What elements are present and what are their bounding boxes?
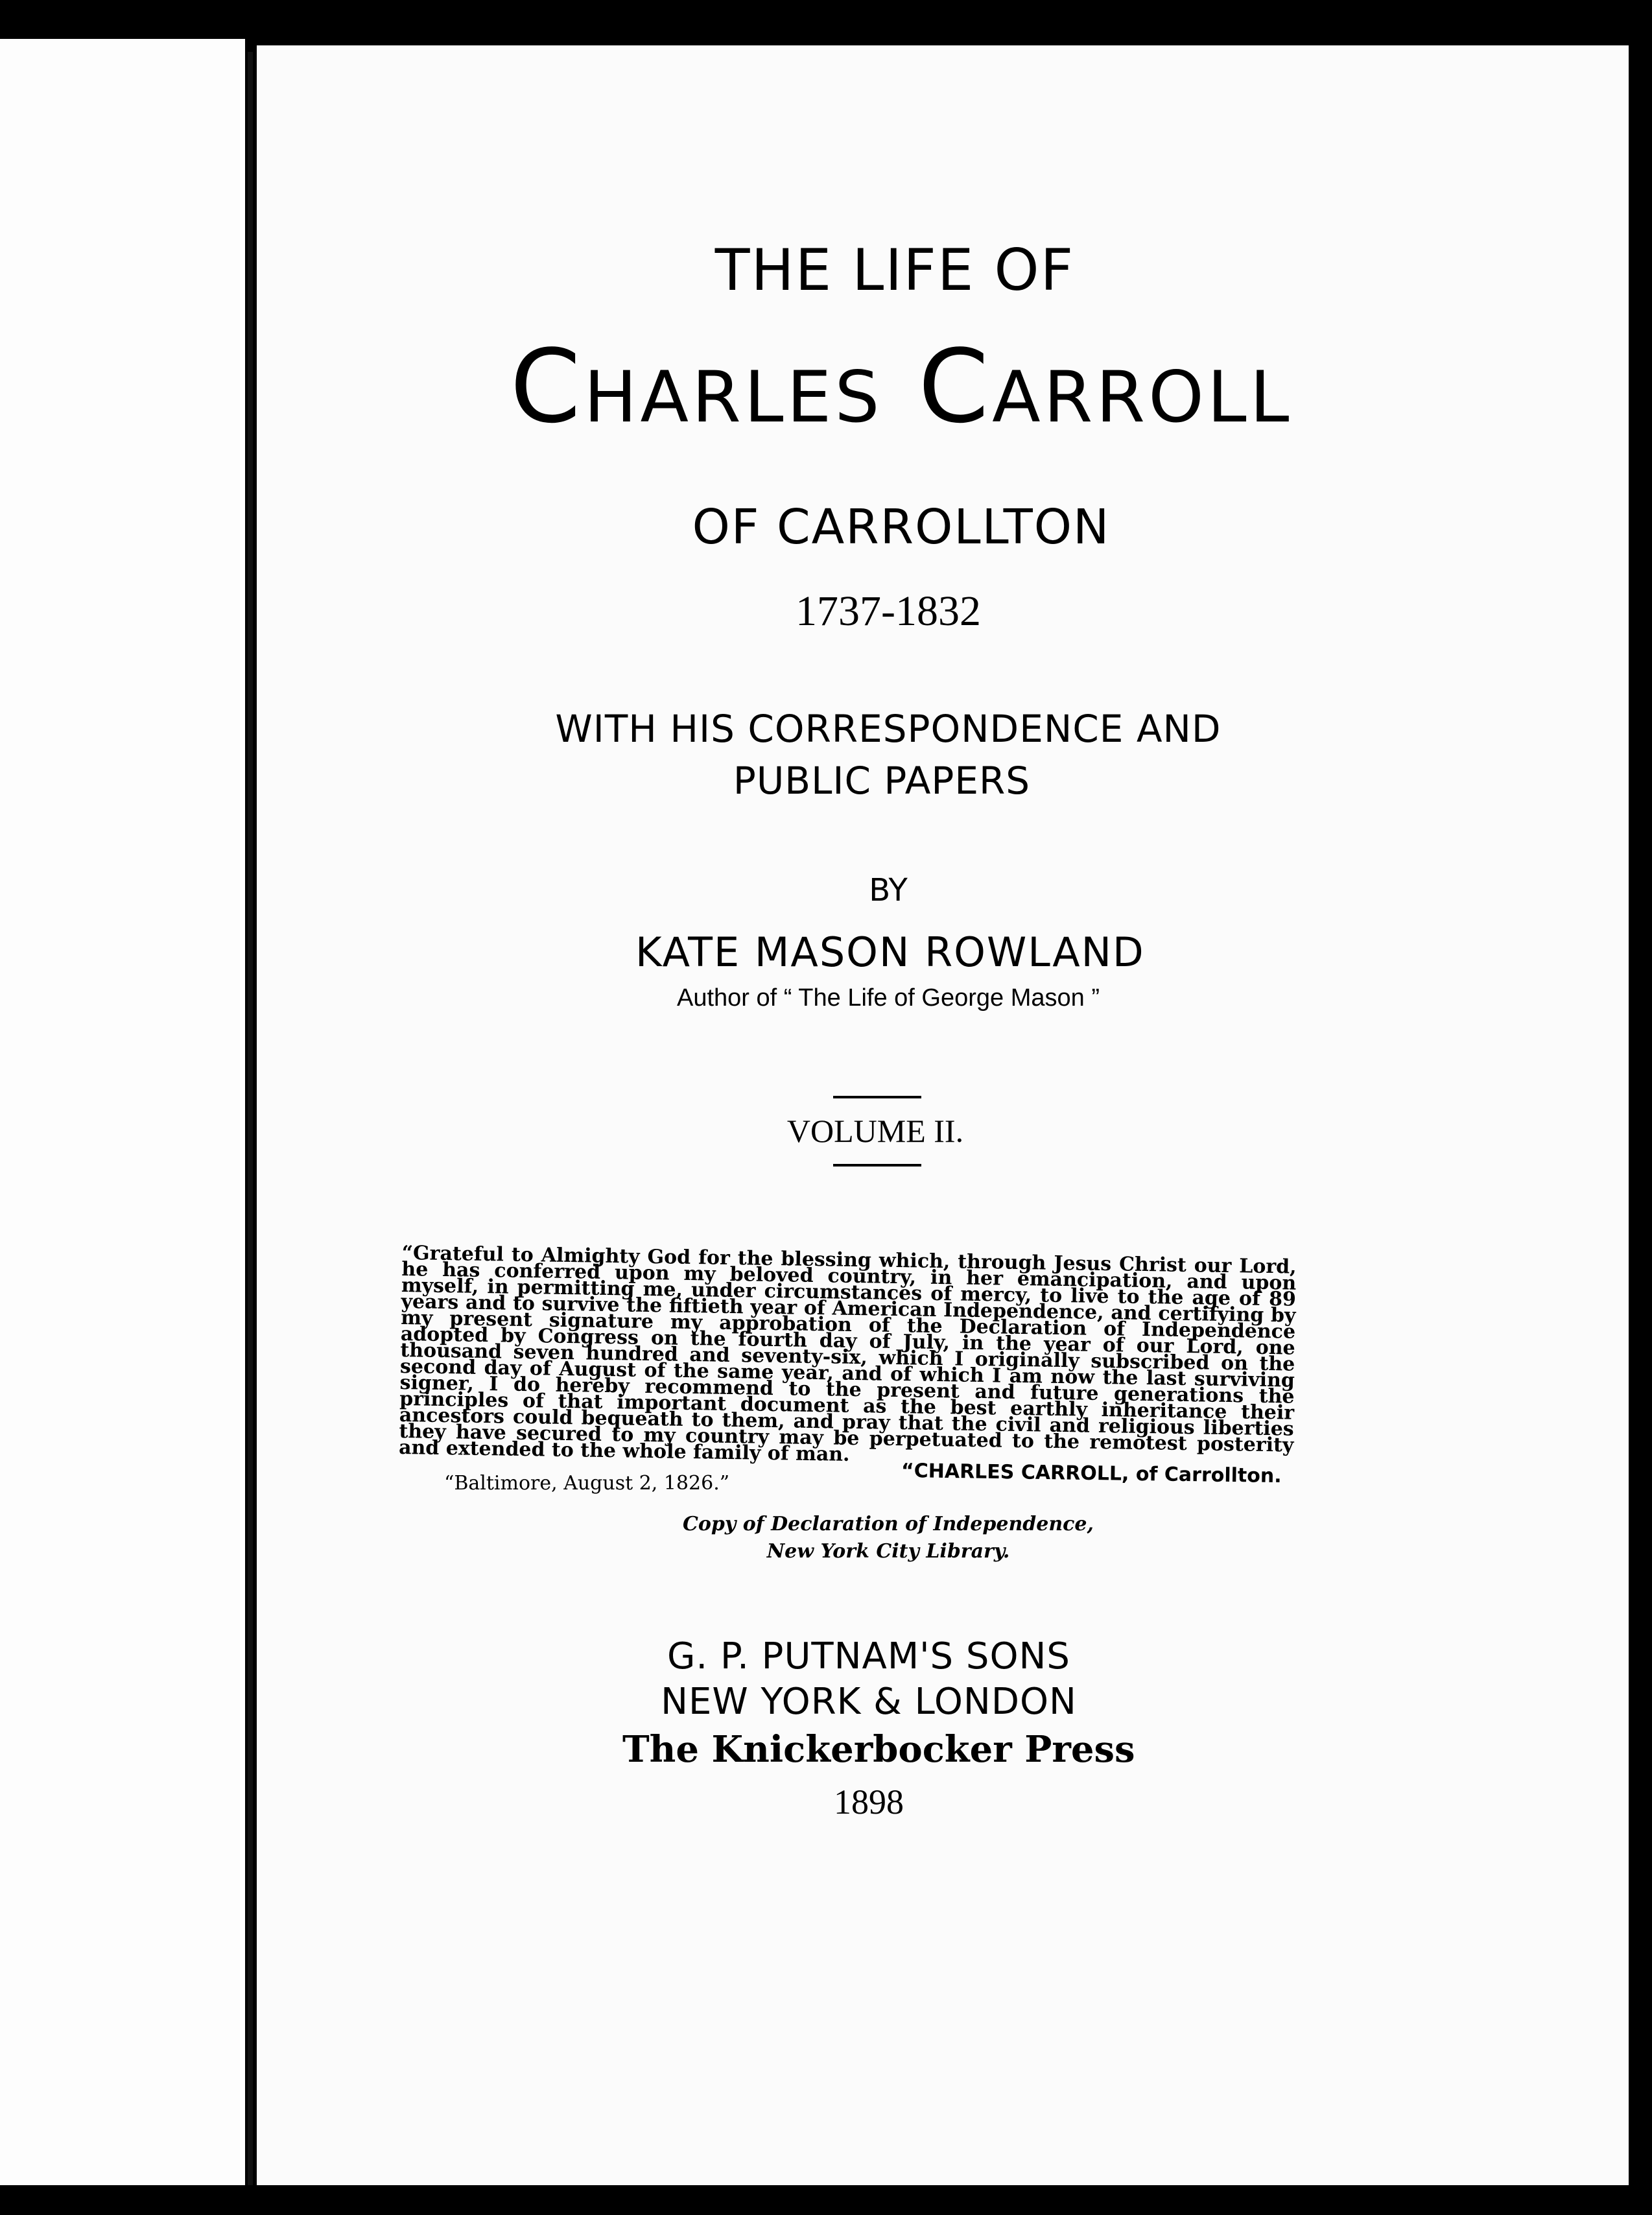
- volume-rule-top: [833, 1096, 921, 1098]
- contents-line-1: WITH HIS CORRESPONDENCE AND: [555, 707, 1221, 751]
- author-name: KATE MASON ROWLAND: [635, 929, 1145, 976]
- volume-label: VOLUME II.: [786, 1113, 964, 1149]
- epigraph-source-line-2: New York City Library.: [766, 1540, 1010, 1563]
- book-title: Charles Carroll: [510, 327, 1293, 445]
- epigraph-place-date: “Baltimore, August 2, 1826.”: [444, 1472, 730, 1495]
- title-line-1: THE LIFE OF: [714, 237, 1075, 303]
- volume-rule-bottom: [833, 1164, 921, 1167]
- contents-line-2: PUBLIC PAPERS: [733, 759, 1031, 803]
- press-name: The Knickerbocker Press: [622, 1728, 1135, 1771]
- author-credit: Author of “ The Life of George Mason ”: [677, 984, 1100, 1012]
- left-facing-page: [0, 39, 245, 2185]
- epigraph-source: [648, 1511, 1128, 1565]
- publisher-cities: NEW YORK & LONDON: [661, 1681, 1077, 1723]
- by-line: BY: [869, 872, 908, 908]
- epigraph-source-line-1: Copy of Declaration of Independence,: [683, 1513, 1094, 1535]
- publisher-name: G. P. PUTNAM'S SONS: [667, 1635, 1070, 1677]
- gutter-edge: [248, 52, 253, 2185]
- epigraph-signature: “CHARLES CARROLL, of Carrollton.: [901, 1459, 1282, 1488]
- epigraph-quote: “Grateful to Almighty God for the blessing which, through Jesus Christ our Lord, he has conferred upon my beloved country, in her emancipation, and upon myself, in permitting me, under circumstances of mercy, to live to the age of 89 years and to survive the fiftieth year of American Independence, and certifying by my present signature my approbation of the Declaration of Independence adopted by Congress on the fourth day of July, in the year of our Lord, one thousand seven hundred and seventy-six, which I originally subscribed on the second day of August of the same year, and of which I am now the last surviving signer, I do hereby recommend to the present and future generations the principles of that important document as the best earthly inheritance their ancestors could bequeath to them, and pray that the civil and religious liberties they have secured to my country may be perpetuated to the remotest posterity and extended to the whole family of man.: [398, 1242, 1297, 1466]
- life-dates: 1737-1832: [796, 587, 981, 635]
- publisher-block: [622, 1634, 1115, 1725]
- publication-year: 1898: [834, 1783, 904, 1821]
- title-subtitle: OF CARROLLTON: [692, 499, 1111, 555]
